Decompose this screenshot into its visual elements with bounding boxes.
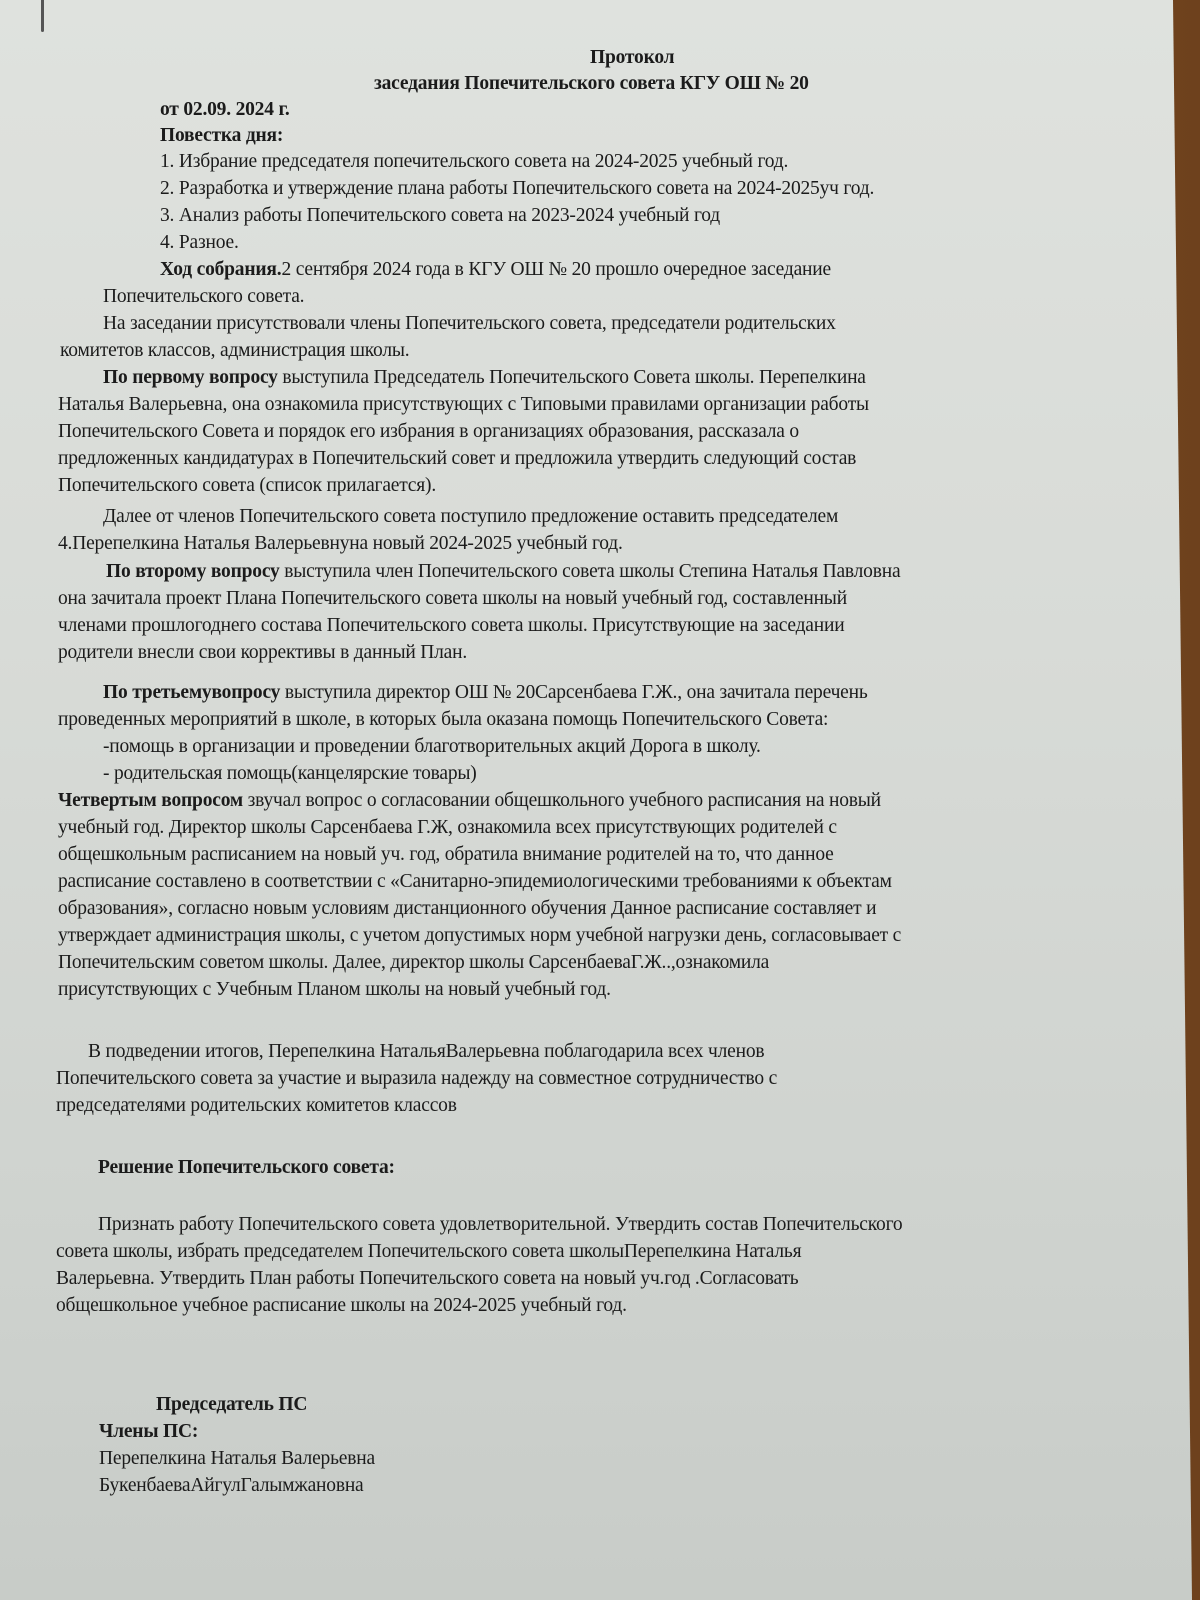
text-line: расписание составлено в соответствии с «Санитарно-эпидемиологическими требованиями к объектам xyxy=(58,871,892,892)
text-line: совета школы, избрать председателем Попечительского совета школыПерепелкина Наталья xyxy=(56,1241,802,1262)
q2-paragraph: По второму вопросу выступила член Попечительского совета школы Степина Наталья Павловна xyxy=(106,561,901,582)
text-line: комитетов классов, администрация школы. xyxy=(60,340,410,361)
chair-signature-label: Председатель ПС xyxy=(156,1394,308,1415)
text-line: Попечительского Совета и порядок его избрания в организациях образования, рассказала о xyxy=(58,421,799,442)
text-line: предложенных кандидатурах в Попечительский совет и предложила утвердить следующий состав xyxy=(58,448,857,469)
text-line: Попечительского совета за участие и выразила надежду на совместное сотрудничество с xyxy=(56,1068,778,1089)
progress-label: Ход собрания. xyxy=(160,259,282,280)
text-line: она зачитала проект Плана Попечительского совета школы на новый учебный год, составленный xyxy=(58,588,847,609)
q3-label: По третьемувопросу xyxy=(103,682,281,703)
agenda-heading: Повестка дня: xyxy=(160,125,284,146)
text-line: общешкольным расписанием на новый уч. год, обратила внимание родителей на то, что данное xyxy=(58,844,834,865)
text-line: родители внесли свои коррективы в данный План. xyxy=(58,642,468,663)
text-line: 4.Перепелкина Наталья Валерьевнуна новый 2024-2025 учебный год. xyxy=(58,533,623,554)
text-line: Попечительского совета. xyxy=(103,286,305,307)
progress-paragraph: Ход собрания.2 сентября 2024 года в КГУ ОШ № 20 прошло очередное заседание xyxy=(160,259,831,280)
text-line: членами прошлогоднего состава Попечительского совета школы. Присутствующие на заседании xyxy=(58,615,845,636)
members-label: Члены ПС: xyxy=(99,1421,199,1442)
agenda-item: 3. Анализ работы Попечительского совета на 2023-2024 учебный год xyxy=(160,205,720,226)
document-date: от 02.09. 2024 г. xyxy=(160,99,290,120)
text-line: В подведении итогов, Перепелкина НатальяВалерьевна поблагодарила всех членов xyxy=(88,1041,765,1062)
list-item: - родительская помощь(канцелярские товары) xyxy=(103,763,477,784)
member-name: Перепелкина Наталья Валерьевна xyxy=(99,1448,375,1469)
text-line: присутствующих с Учебным Планом школы на новый учебный год. xyxy=(58,979,611,1000)
text-line: Признать работу Попечительского совета удовлетворительной. Утвердить состав Попечительского xyxy=(98,1214,903,1235)
text-line: учебный год. Директор школы Сарсенбаева Г.Ж, ознакомила всех присутствующих родителей с xyxy=(58,817,837,838)
text-line: общешкольное учебное расписание школы на 2024-2025 учебный год. xyxy=(56,1295,627,1316)
q4-label: Четвертым вопросом xyxy=(58,790,243,811)
text-line: Далее от членов Попечительского совета поступило предложение оставить председателем xyxy=(103,506,839,527)
document-title: Протокол xyxy=(590,47,675,68)
document-subtitle: заседания Попечительского совета КГУ ОШ № 20 xyxy=(374,73,809,94)
decision-heading: Решение Попечительского совета: xyxy=(98,1157,395,1178)
text-line: Наталья Валерьевна, она ознакомила присутствующих с Типовыми правилами организации работы xyxy=(58,394,869,415)
text-line: проведенных мероприятий в школе, в которых была оказана помощь Попечительского Совета: xyxy=(58,709,829,730)
agenda-item: 2. Разработка и утверждение плана работы Попечительского совета на 2024-2025уч год. xyxy=(160,178,875,199)
q4-paragraph: Четвертым вопросом звучал вопрос о согласовании общешкольного учебного расписания на новый xyxy=(58,790,881,811)
text-line: На заседании присутствовали члены Попечительского совета, председатели родительских xyxy=(103,313,836,334)
staple-mark xyxy=(41,0,44,32)
list-item: -помощь в организации и проведении благотворительных акций Дорога в школу. xyxy=(103,736,761,757)
text-line: Попечительским советом школы. Далее, директор школы СарсенбаеваГ.Ж..,ознакомила xyxy=(58,952,770,973)
text-line: председателями родительских комитетов классов xyxy=(56,1095,457,1116)
agenda-item: 4. Разное. xyxy=(160,232,239,253)
q1-paragraph: По первому вопросу выступила Председатель Попечительского Совета школы. Перепелкина xyxy=(103,367,866,388)
agenda-item: 1. Избрание председателя попечительского совета на 2024-2025 учебный год. xyxy=(160,151,789,172)
q2-label: По второму вопросу xyxy=(106,561,280,582)
text-line: Попечительского совета (список прилагается). xyxy=(58,475,436,496)
text-line: Валерьевна. Утвердить План работы Попечительского совета на новый уч.год .Согласовать xyxy=(56,1268,799,1289)
q3-paragraph: По третьемувопросу выступила директор ОШ № 20Сарсенбаева Г.Ж., она зачитала перечень xyxy=(103,682,868,703)
member-name: БукенбаеваАйгулГалымжановна xyxy=(99,1475,364,1496)
q1-label: По первому вопросу xyxy=(103,367,278,388)
text-line: утверждает администрация школы, с учетом допустимых норм учебной нагрузки день, согласовывает с xyxy=(58,925,902,946)
text-line: образования», согласно новым условиям дистанционного обучения Данное расписание составляет и xyxy=(58,898,877,919)
